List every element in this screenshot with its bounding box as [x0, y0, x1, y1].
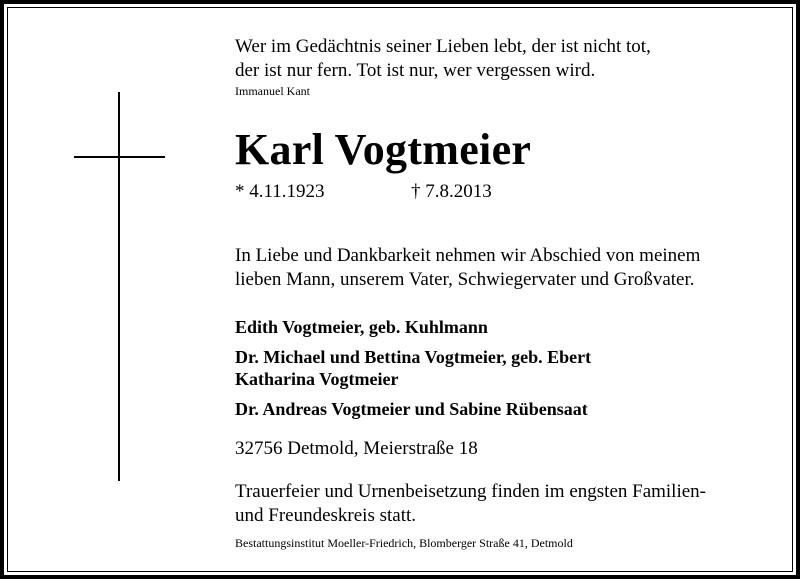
- cross-icon-vertical-bar: [118, 92, 120, 481]
- quote-line-1: Wer im Gedächtnis seiner Lieben lebt, der ist nicht tot,: [235, 36, 651, 57]
- farewell-message: [235, 244, 700, 292]
- family-address: 32756 Detmold, Meierstraße 18: [235, 438, 478, 459]
- family-member-2: Dr. Michael und Bettina Vogtmeier, geb. Ebert: [235, 347, 592, 367]
- family-group-2: [235, 346, 591, 390]
- family-member-1: Edith Vogtmeier, geb. Kuhlmann: [235, 317, 488, 337]
- death-date: † 7.8.2013: [411, 181, 492, 202]
- family-member-4: Dr. Andreas Vogtmeier und Sabine Rübensaat: [235, 399, 588, 419]
- funeral-home: Bestattungsinstitut Moeller-Friedrich, Blomberger Straße 41, Detmold: [235, 536, 573, 550]
- deceased-name: Karl Vogtmeier: [235, 125, 532, 174]
- quote-author: Immanuel Kant: [235, 84, 310, 98]
- farewell-line-2: lieben Mann, unserem Vater, Schwiegervater und Großvater.: [235, 269, 695, 290]
- ceremony-line-1: Trauerfeier und Urnenbeisetzung finden im engsten Familien-: [235, 481, 707, 502]
- ceremony-info: [235, 480, 706, 528]
- birth-date: * 4.11.1923: [235, 181, 325, 202]
- cross-icon-horizontal-bar: [74, 156, 165, 158]
- ceremony-line-2: und Freundeskreis statt.: [235, 505, 417, 526]
- farewell-line-1: In Liebe und Dankbarkeit nehmen wir Abschied von meinem: [235, 245, 701, 266]
- quote: [235, 35, 651, 83]
- family-member-3: Katharina Vogtmeier: [235, 369, 399, 389]
- quote-line-2: der ist nur fern. Tot ist nur, wer vergessen wird.: [235, 60, 596, 81]
